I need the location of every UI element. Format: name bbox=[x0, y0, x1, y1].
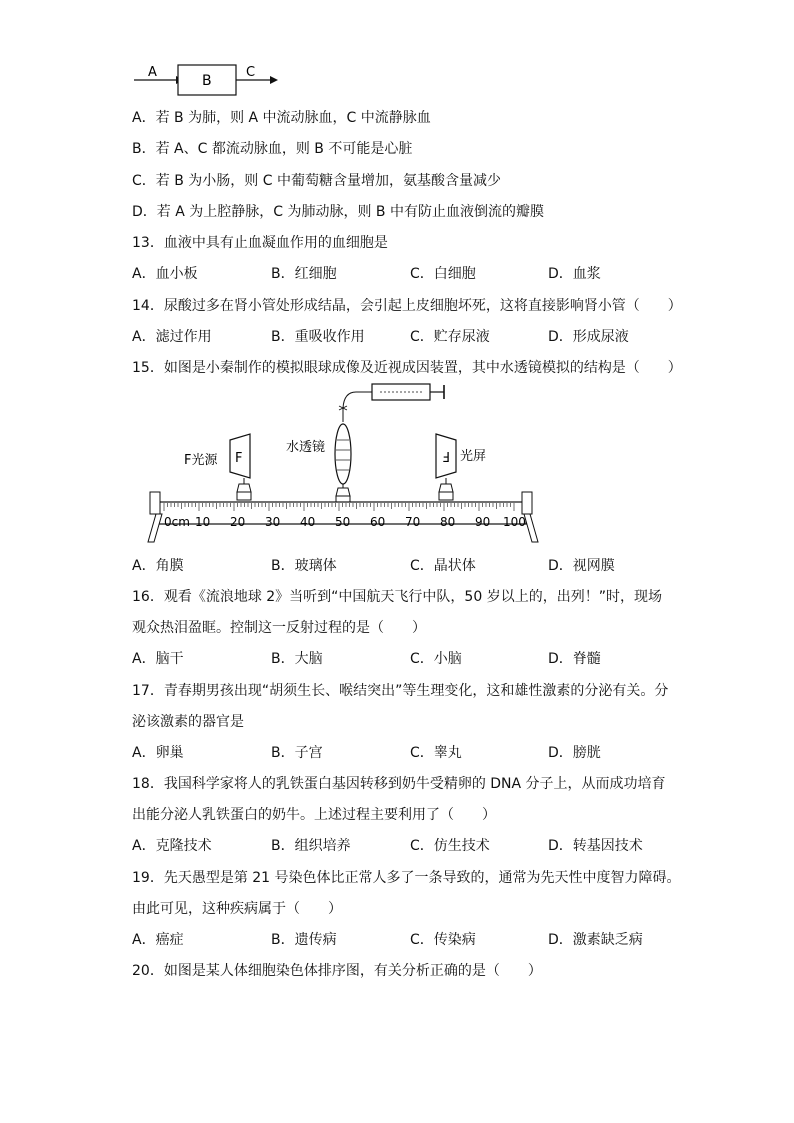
q16-stem-line-2: 观众热泪盈眶。控制这一反射过程的是（ ） bbox=[132, 620, 426, 636]
water-lens-icon bbox=[335, 424, 351, 502]
flow-label-b: B bbox=[202, 73, 212, 89]
ruler-tick-label: 40 bbox=[300, 515, 316, 529]
q14-option-c[interactable]: C．贮存尿液 bbox=[410, 329, 490, 345]
q16-option-b[interactable]: B．大脑 bbox=[271, 651, 323, 667]
q15-option-d[interactable]: D．视网膜 bbox=[548, 558, 615, 574]
ruler-tick-label: 80 bbox=[440, 515, 456, 529]
q14-option-b[interactable]: B．重吸收作用 bbox=[271, 329, 365, 345]
q19-option-c[interactable]: C．传染病 bbox=[410, 932, 476, 948]
q13-stem: 13．血液中具有止血凝血作用的血细胞是 bbox=[132, 235, 388, 251]
q16-option-a[interactable]: A．脑干 bbox=[132, 651, 184, 667]
ruler-tick-label: 20 bbox=[230, 515, 246, 529]
q14-stem: 14．尿酸过多在肾小管处形成结晶，会引起上皮细胞坏死，这将直接影响肾小管（ ） bbox=[132, 298, 682, 314]
light-source-letter: F bbox=[235, 451, 243, 466]
eye-model-figure bbox=[140, 378, 560, 550]
light-source-label: F光源 bbox=[184, 453, 218, 468]
q15-stem: 15．如图是小秦制作的模拟眼球成像及近视成因装置，其中水透镜模拟的结构是（ ） bbox=[132, 360, 682, 376]
q12-option-b[interactable]: B．若 A、C 都流动脉血，则 B 不可能是心脏 bbox=[132, 141, 413, 157]
ruler-tick-label: 70 bbox=[405, 515, 421, 529]
q19-stem-line-1: 19．先天愚型是第 21 号染色体比正常人多了一条导致的，通常为先天性中度智力障碍。 bbox=[132, 870, 681, 886]
q12-option-a[interactable]: A．若 B 为肺，则 A 中流动脉血，C 中流静脉血 bbox=[132, 110, 431, 126]
q19-stem-line-2: 由此可见，这种疾病属于（ ） bbox=[132, 901, 342, 917]
q15-option-c[interactable]: C．晶状体 bbox=[410, 558, 476, 574]
q18-option-c[interactable]: C．仿生技术 bbox=[410, 838, 490, 854]
screen-icon bbox=[436, 434, 456, 500]
q18-stem-line-2: 出能分泌人乳铁蛋白的奶牛。上述过程主要利用了（ ） bbox=[132, 807, 496, 823]
light-source-icon bbox=[230, 434, 251, 500]
q17-stem-line-1: 17．青春期男孩出现“胡须生长、喉结突出”等生理变化，这和雄性激素的分泌有关。分 bbox=[132, 683, 669, 699]
ruler-tick-label: 100 bbox=[503, 515, 526, 529]
flow-label-c: C bbox=[246, 65, 256, 80]
q13-option-b[interactable]: B．红细胞 bbox=[271, 266, 337, 282]
q14-option-d[interactable]: D．形成尿液 bbox=[548, 329, 629, 345]
q12-option-d[interactable]: D．若 A 为上腔静脉，C 为肺动脉，则 B 中有防止血液倒流的瓣膜 bbox=[132, 204, 544, 220]
q19-option-b[interactable]: B．遗传病 bbox=[271, 932, 337, 948]
q17-option-c[interactable]: C．睾丸 bbox=[410, 745, 462, 761]
ruler-tick-label: 10 bbox=[195, 515, 211, 529]
q17-option-d[interactable]: D．膀胱 bbox=[548, 745, 601, 761]
syringe-icon bbox=[339, 384, 444, 422]
flow-label-a: A bbox=[148, 65, 157, 80]
q12-option-c[interactable]: C．若 B 为小肠，则 C 中葡萄糖含量增加，氨基酸含量减少 bbox=[132, 173, 501, 189]
q14-option-a[interactable]: A．滤过作用 bbox=[132, 329, 212, 345]
q18-option-a[interactable]: A．克隆技术 bbox=[132, 838, 212, 854]
q20-stem: 20．如图是某人体细胞染色体排序图，有关分析正确的是（ ） bbox=[132, 963, 542, 979]
q17-option-a[interactable]: A．卵巢 bbox=[132, 745, 184, 761]
q19-option-a[interactable]: A．癌症 bbox=[132, 932, 184, 948]
flow-diagram bbox=[130, 60, 290, 100]
q13-option-c[interactable]: C．白细胞 bbox=[410, 266, 476, 282]
ruler-tick-label: 90 bbox=[475, 515, 491, 529]
screen-label: 光屏 bbox=[460, 449, 487, 464]
q18-option-b[interactable]: B．组织培养 bbox=[271, 838, 351, 854]
q16-option-d[interactable]: D．脊髓 bbox=[548, 651, 601, 667]
q17-option-b[interactable]: B．子宫 bbox=[271, 745, 323, 761]
q16-stem-line-1: 16．观看《流浪地球 2》当听到“中国航天飞行中队，50 岁以上的，出列！”时，现场 bbox=[132, 589, 662, 605]
ruler-tick-label: 60 bbox=[370, 515, 386, 529]
q15-option-a[interactable]: A．角膜 bbox=[132, 558, 184, 574]
ruler-tick-label: 50 bbox=[335, 515, 351, 529]
q18-stem-line-1: 18．我国科学家将人的乳铁蛋白基因转移到奶牛受精卵的 DNA 分子上，从而成功培育 bbox=[132, 776, 666, 792]
q13-option-a[interactable]: A．血小板 bbox=[132, 266, 198, 282]
ruler-tick-label: 30 bbox=[265, 515, 281, 529]
q15-option-b[interactable]: B．玻璃体 bbox=[271, 558, 337, 574]
q17-stem-line-2: 泌该激素的器官是 bbox=[132, 714, 244, 730]
screen-letter: F bbox=[442, 448, 450, 463]
ruler-start-label: 0cm bbox=[164, 515, 190, 529]
water-lens-label: 水透镜 bbox=[286, 440, 326, 455]
q13-option-d[interactable]: D．血浆 bbox=[548, 266, 601, 282]
q18-option-d[interactable]: D．转基因技术 bbox=[548, 838, 643, 854]
q16-option-c[interactable]: C．小脑 bbox=[410, 651, 462, 667]
q19-option-d[interactable]: D．激素缺乏病 bbox=[548, 932, 643, 948]
